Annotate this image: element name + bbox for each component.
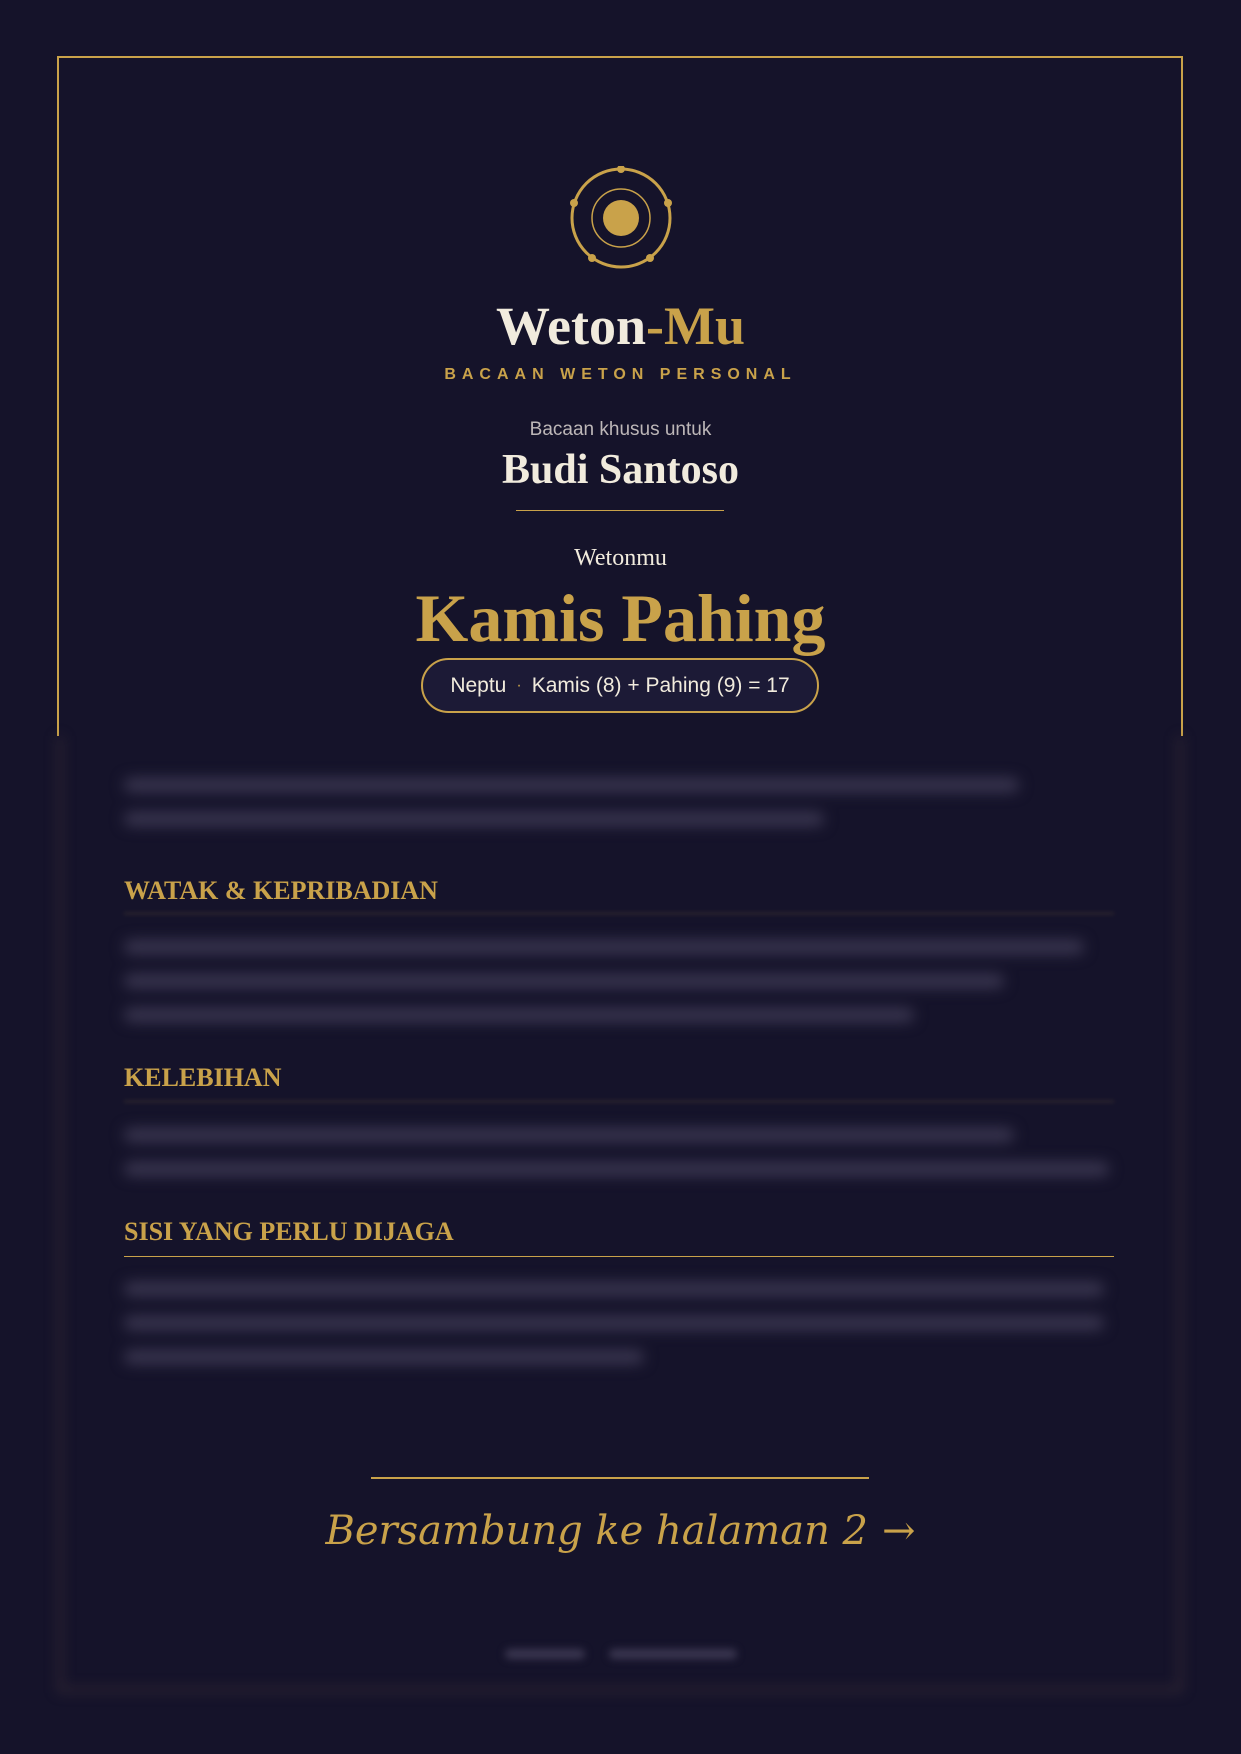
name-divider <box>516 510 724 511</box>
weton-name: Kamis Pahing <box>415 580 826 656</box>
neptu-badge <box>421 658 819 713</box>
section-rule-sisi <box>124 1256 1114 1257</box>
brand-title <box>0 290 1241 362</box>
recipient-name: Budi Santoso <box>502 447 739 493</box>
brand-name-main: Weton <box>496 296 647 356</box>
sun-emblem-icon <box>569 166 673 270</box>
brand-name-accent: -Mu <box>646 296 745 356</box>
recipient-label: Bacaan khusus untuk <box>529 419 712 440</box>
weton-label: Wetonmu <box>574 545 667 571</box>
neptu-label: Neptu <box>450 673 507 697</box>
continue-divider <box>371 1477 869 1479</box>
continue-text: Bersambung ke halaman 2 <box>325 1508 868 1554</box>
continue-link[interactable] <box>0 1503 1241 1559</box>
neptu-separator: · <box>516 676 522 694</box>
brand-tagline: BACAAN WETON PERSONAL <box>444 366 797 383</box>
section-title-sisi: SISI YANG PERLU DIJAGA <box>124 1217 454 1246</box>
blurred-footer <box>505 1645 737 1665</box>
section-title-watak: WATAK & KEPRIBADIAN <box>124 876 438 905</box>
section-rule-watak <box>124 913 1114 914</box>
section-title-kelebihan: KELEBIHAN <box>124 1063 282 1092</box>
neptu-formula: Kamis (8) + Pahing (9) = 17 <box>531 673 790 697</box>
section-rule-kelebihan <box>124 1101 1114 1102</box>
arrow-right-icon: → <box>882 1508 916 1554</box>
